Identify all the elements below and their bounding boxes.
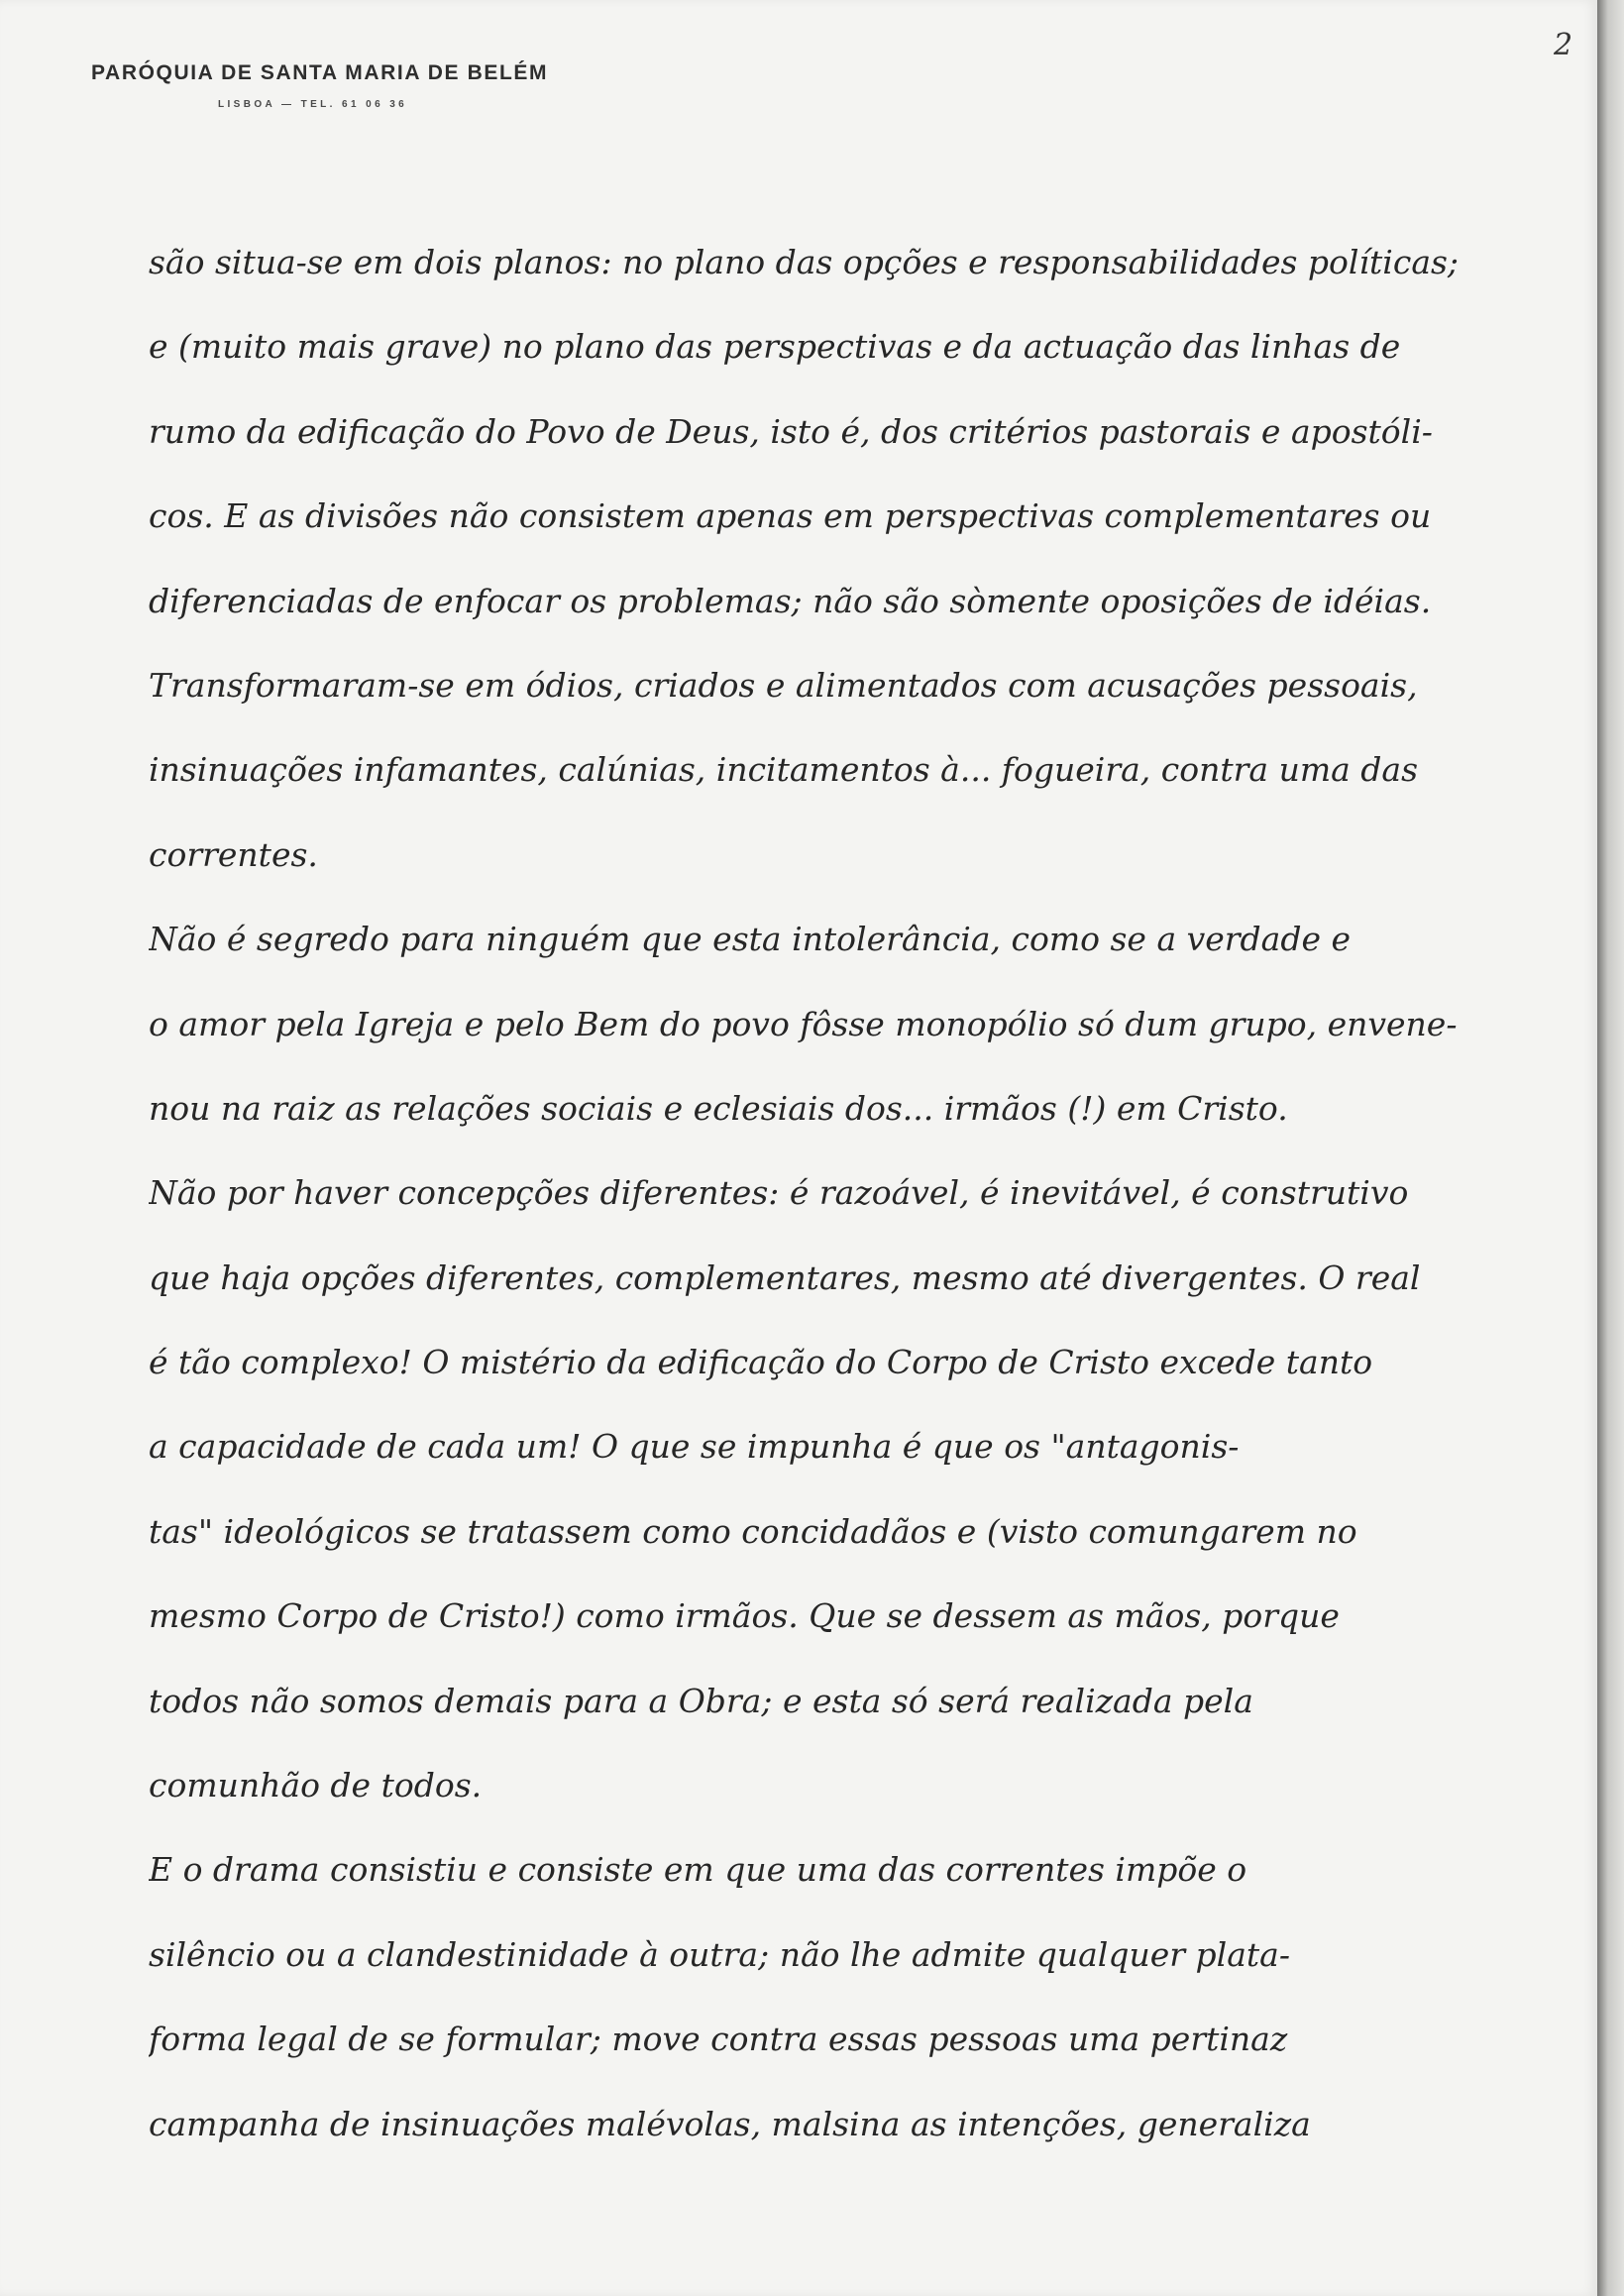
text-line: cos. E as divisões não consistem apenas em perspectivas complementares ou bbox=[149, 496, 1432, 536]
text-line: silêncio ou a clandestinidade à outra; não lhe admite qualquer plata- bbox=[149, 1934, 1290, 1974]
text-line: mesmo Corpo de Cristo!) como irmãos. Que se dessem as mãos, porque bbox=[149, 1596, 1340, 1636]
text-line: todos não somos demais para a Obra; e esta só será realizada pela bbox=[149, 1681, 1253, 1720]
text-line: são situa-se em dois planos: no plano das opções e responsabilidades políticas; bbox=[149, 243, 1460, 281]
text-line: forma legal de se formular; move contra essas pessoas uma pertinaz bbox=[149, 2020, 1288, 2059]
text-line: comunhão de todos. bbox=[149, 1766, 483, 1805]
text-line: que haja opções diferentes, complementares, mesmo até divergentes. O real bbox=[149, 1257, 1421, 1297]
text-line: campanha de insinuações malévolas, malsina as intenções, generaliza bbox=[149, 2104, 1311, 2143]
text-line: Não por haver concepções diferentes: é razoável, é inevitável, é construtivo bbox=[149, 1173, 1409, 1213]
text-line: a capacidade de cada um! O que se impunha é que os "antagonis- bbox=[149, 1427, 1240, 1467]
text-line: Não é segredo para ninguém que esta intolerância, como se a verdade e bbox=[149, 920, 1352, 959]
text-line: nou na raiz as relações sociais e eclesiais dos... irmãos (!) em Cristo. bbox=[149, 1088, 1288, 1128]
text-line: o amor pela Igreja e pelo Bem do povo fôsse monopólio só dum grupo, envene- bbox=[149, 1004, 1458, 1043]
text-line: correntes. bbox=[149, 834, 318, 874]
text-line: rumo da edificação do Povo de Deus, isto é, dos critérios pastorais e apostóli- bbox=[149, 411, 1433, 451]
letterhead bbox=[91, 61, 548, 110]
paper-edge-shadow bbox=[1597, 0, 1624, 2296]
text-line: diferenciadas de enfocar os problemas; não são sòmente oposições de idéias. bbox=[149, 581, 1432, 620]
text-line: Transformaram-se em ódios, criados e alimentados com acusações pessoais, bbox=[149, 665, 1418, 705]
handwritten-text bbox=[149, 220, 1575, 2166]
letterhead-title: PARÓQUIA DE SANTA MARIA DE BELÉM bbox=[91, 61, 549, 84]
text-line: e (muito mais grave) no plano das perspectivas e da actuação das linhas de bbox=[149, 327, 1401, 367]
text-line: insinuações infamantes, calúnias, incitamentos à... fogueira, contra uma das bbox=[149, 750, 1419, 790]
page-number: 2 bbox=[1554, 28, 1573, 62]
text-line: E o drama consistiu e consiste em que uma das correntes impõe o bbox=[149, 1850, 1247, 1890]
text-line: é tão complexo! O mistério da edificação do Corpo de Cristo excede tanto bbox=[149, 1343, 1373, 1382]
text-line: tas" ideológicos se tratassem como concidadãos e (visto comungarem no bbox=[149, 1511, 1357, 1551]
letterhead-address: LISBOA — TEL. 61 06 36 bbox=[218, 99, 408, 110]
